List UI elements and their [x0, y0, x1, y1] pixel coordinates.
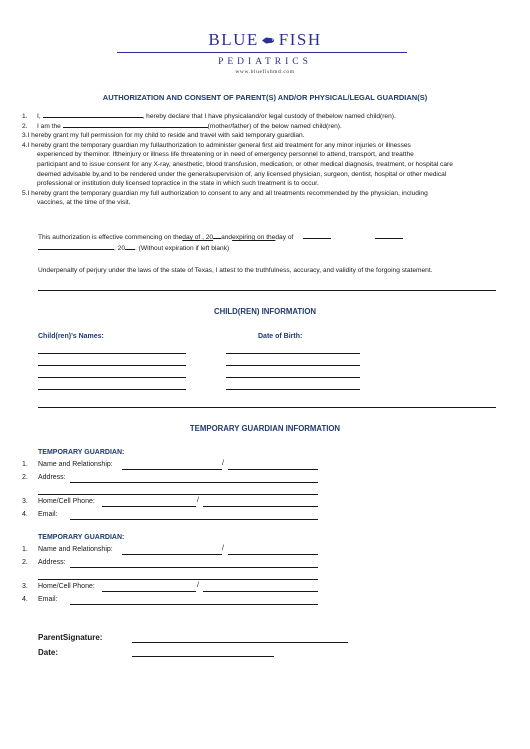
guardian-2-heading: TEMPORARY GUARDIAN: [38, 534, 125, 541]
clause-line: experienced by theminor. Iftheinjury or illness life threatening or in need of emergency personnel to attend, transport, and treatthe [37, 151, 414, 159]
children-names-label: Child(ren)’s Names: [38, 333, 104, 340]
guardian-2-address-field[interactable] [70, 567, 318, 568]
logo-divider [117, 52, 407, 53]
guardian-1-name-field[interactable] [122, 469, 222, 470]
logo-word-left: BLUE [208, 30, 259, 49]
clause-2 [22, 122, 492, 132]
child-dob-field[interactable] [226, 353, 360, 354]
guardian-section-title: TEMPORARY GUARDIAN INFORMATION [189, 424, 341, 433]
document-title: AUTHORIZATION AND CONSENT OF PARENT(S) AND/OR PHYSICAL/LEGAL GUARDIAN(S) [102, 93, 428, 102]
signature-date-field[interactable] [132, 656, 274, 657]
effective-text: day of [275, 234, 294, 241]
parent-signature-field[interactable] [132, 642, 348, 643]
email-label: Email: [38, 596, 58, 603]
field-number: 4. [22, 596, 28, 603]
guardian-2-relationship-field[interactable] [228, 554, 318, 555]
clause-5 [22, 189, 492, 208]
effective-text: This authorization is effective commencing on the [38, 234, 183, 241]
clause-text: 3.I hereby grant my full permission for my child to reside and travel with said temporary guardian. [22, 132, 305, 140]
guardian-2-email-field[interactable] [70, 604, 318, 605]
guardian-2-name-field[interactable] [122, 554, 222, 555]
field-number: 1. [22, 461, 28, 468]
child-dob-field[interactable] [226, 377, 360, 378]
address-label: Address: [38, 474, 66, 481]
date-of-birth-label: Date of Birth: [258, 333, 303, 340]
clause-prefix: I am the [37, 122, 61, 130]
clause-line: participant and to issue consent for any X-ray, anesthetic, blood transfusion, medication, or other medical diagnosis, treatment, or hospital care [37, 160, 453, 168]
clause-line: professional or institution duly licensed topractice in the state in which such treatment is to occur. [37, 180, 319, 188]
expire-day-field[interactable] [38, 244, 114, 250]
expire-year-suffix-field[interactable] [125, 244, 135, 250]
name-relationship-label: Name and Relationship: [38, 546, 113, 553]
guardian-1-address-field[interactable] [70, 482, 318, 483]
start-year-field[interactable] [213, 233, 221, 239]
field-number: 3. [22, 498, 28, 505]
consent-clauses [22, 112, 492, 208]
guardian-1-heading: TEMPORARY GUARDIAN: [38, 449, 125, 456]
logo-url: www.bluefishmd.com [235, 69, 295, 75]
perjury-statement: Underpenalty of perjury under the laws of the state of Texas, I attest to the truthfulness, accuracy, and validity of the forgoing statement. [38, 267, 433, 274]
effective-date-line-1 [38, 233, 403, 243]
clause-line: 5.I hereby grant the temporary guardian my full authorization to consent to any and all treatments recommended by the physician, including [22, 189, 428, 197]
guardian-1-cell-phone-field[interactable] [203, 506, 318, 507]
field-number: 4. [22, 511, 28, 518]
clause-4 [22, 141, 492, 189]
clause-1 [22, 112, 492, 122]
logo-subtitle: PEDIATRICS [218, 57, 312, 67]
clause-3 [22, 131, 492, 141]
child-dob-field[interactable] [226, 389, 360, 390]
email-label: Email: [38, 511, 58, 518]
child-name-field[interactable] [38, 389, 186, 390]
guardian-2-address-line-2[interactable] [38, 579, 318, 580]
phone-label: Home/Cell Phone: [38, 498, 95, 505]
brand-logo [0, 30, 530, 50]
child-name-field[interactable] [38, 365, 186, 366]
logo-word-right: FISH [278, 30, 322, 49]
separator: / [197, 497, 199, 504]
phone-label: Home/Cell Phone: [38, 583, 95, 590]
guardian-name-field[interactable] [43, 112, 143, 118]
effective-date-line-2 [38, 244, 229, 254]
clause-line: 4.I hereby grant the temporary guardian my fullauthorization to administer general first aid treatment for any minor injuries or illnesses [22, 141, 411, 149]
fish-icon [262, 37, 276, 44]
separator: / [197, 582, 199, 589]
guardian-1-relationship-field[interactable] [228, 469, 318, 470]
clause-number: 1. [22, 113, 28, 120]
start-date-text: day of , 20 [182, 234, 214, 241]
field-number: 3. [22, 583, 28, 590]
guardian-1-address-line-2[interactable] [38, 494, 318, 495]
field-number: 2. [22, 559, 28, 566]
children-section-title: CHILD(REN) INFORMATION [213, 307, 317, 316]
date-label: Date: [38, 648, 59, 657]
clause-line: deemed advisable by,and to be rendered under the generalsupervision of, any licensed physician, surgeon, dentist, hospital or other medical [37, 170, 447, 178]
clause-prefix: I, [37, 113, 41, 120]
guardian-2-cell-phone-field[interactable] [203, 591, 318, 592]
section-divider [38, 407, 496, 408]
expire-month-field[interactable] [303, 233, 331, 239]
child-name-field[interactable] [38, 377, 186, 378]
separator: / [222, 545, 224, 552]
relationship-field[interactable] [63, 122, 208, 128]
guardian-1-home-phone-field[interactable] [102, 506, 196, 507]
field-number: 2. [22, 474, 28, 481]
section-divider [38, 290, 496, 291]
address-label: Address: [38, 559, 66, 566]
field-number: 1. [22, 546, 28, 553]
separator: / [222, 460, 224, 467]
clause-text: , hereby declare that I have physicaland/or legal custody of thebelow named child(ren). [142, 113, 396, 120]
effective-text: . (Without expiration if left blank) [135, 245, 230, 252]
clause-text: (mother/father) of the below named child(ren). [207, 122, 342, 130]
child-name-field[interactable] [38, 353, 186, 354]
parent-signature-label: ParentSignature: [38, 633, 103, 642]
guardian-1-email-field[interactable] [70, 519, 318, 520]
effective-text: , 20 [114, 245, 125, 252]
guardian-2-home-phone-field[interactable] [102, 591, 196, 592]
effective-text: and [221, 234, 233, 241]
logo-wordmark [208, 30, 321, 50]
name-relationship-label: Name and Relationship: [38, 461, 113, 468]
clause-line: vaccines, at the time of the visit. [37, 199, 131, 207]
clause-number: 2. [22, 122, 28, 130]
expire-text: expiring on the [232, 234, 276, 241]
child-dob-field[interactable] [226, 365, 360, 366]
expire-year-field[interactable] [375, 233, 403, 239]
